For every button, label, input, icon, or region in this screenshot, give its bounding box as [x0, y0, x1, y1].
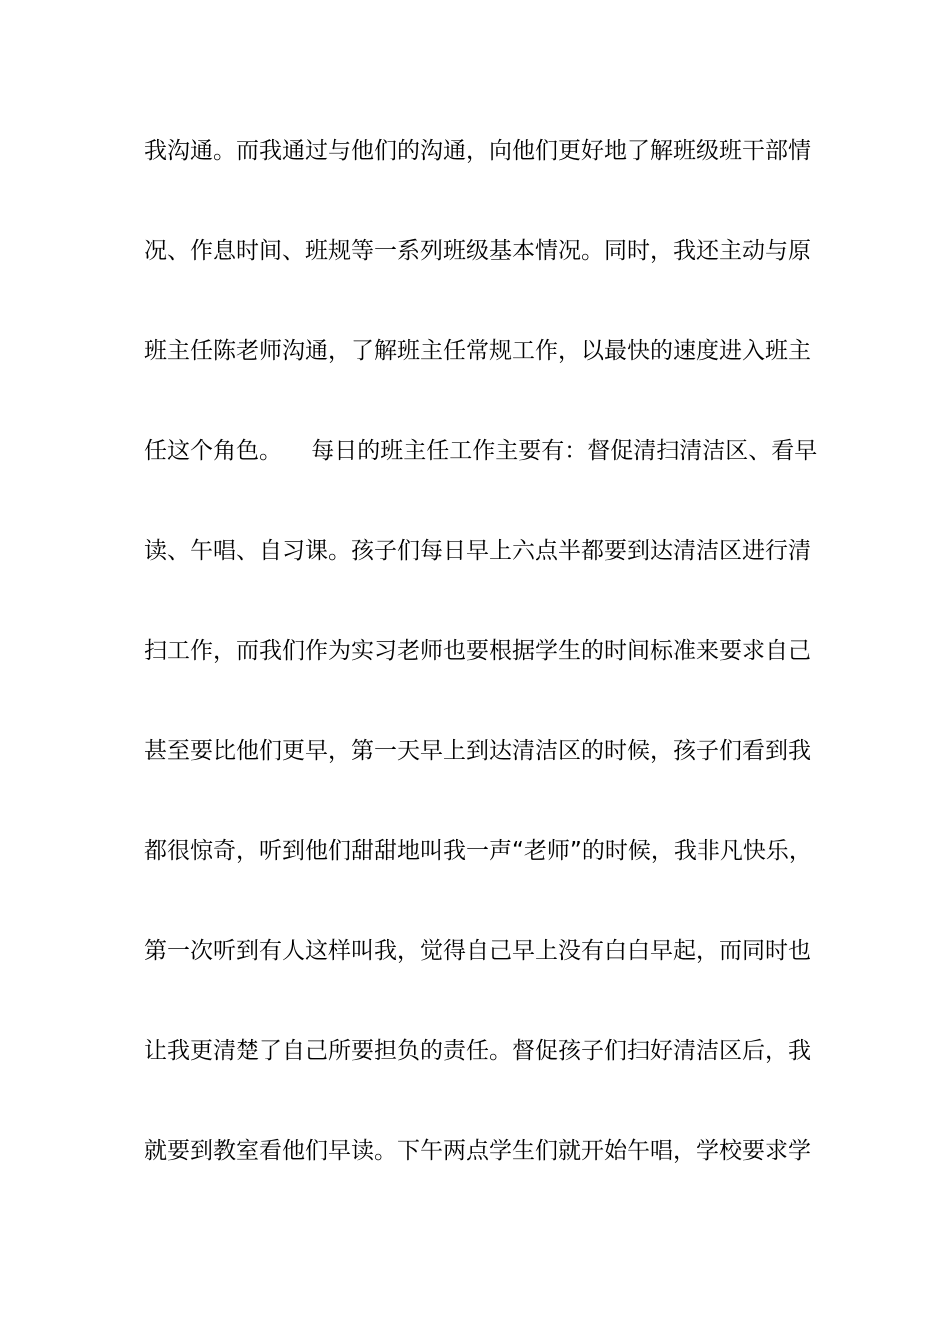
text-line: 扫工作，而我们作为实习老师也要根据学生的时间标准来要求自己 — [144, 638, 811, 664]
text-line: 让我更清楚了自己所要担负的责任。督促孩子们扫好清洁区后，我 — [144, 1038, 811, 1064]
text-line: 就要到教室看他们早读。下午两点学生们就开始午唱，学校要求学 — [144, 1138, 811, 1164]
text-line: 第一次听到有人这样叫我，觉得自己早上没有白白早起，而同时也 — [144, 938, 811, 964]
text-line: 都很惊奇，听到他们甜甜地叫我一声“老师”的时候，我非凡快乐， — [144, 838, 812, 864]
text-line: 读、午唱、自习课。孩子们每日早上六点半都要到达清洁区进行清 — [144, 538, 811, 564]
text-line: 班主任陈老师沟通，了解班主任常规工作，以最快的速度进入班主 — [144, 338, 811, 364]
text-line: 况、作息时间、班规等一系列班级基本情况。同时，我还主动与原 — [144, 238, 811, 264]
text-line: 我沟通。而我通过与他们的沟通，向他们更好地了解班级班干部情 — [144, 138, 811, 164]
body-text — [144, 127, 818, 1227]
text-line: 任这个角色。 每日的班主任工作主要有：督促清扫清洁区、看早 — [144, 438, 818, 464]
text-line: 甚至要比他们更早，第一天早上到达清洁区的时候，孩子们看到我 — [144, 738, 811, 764]
